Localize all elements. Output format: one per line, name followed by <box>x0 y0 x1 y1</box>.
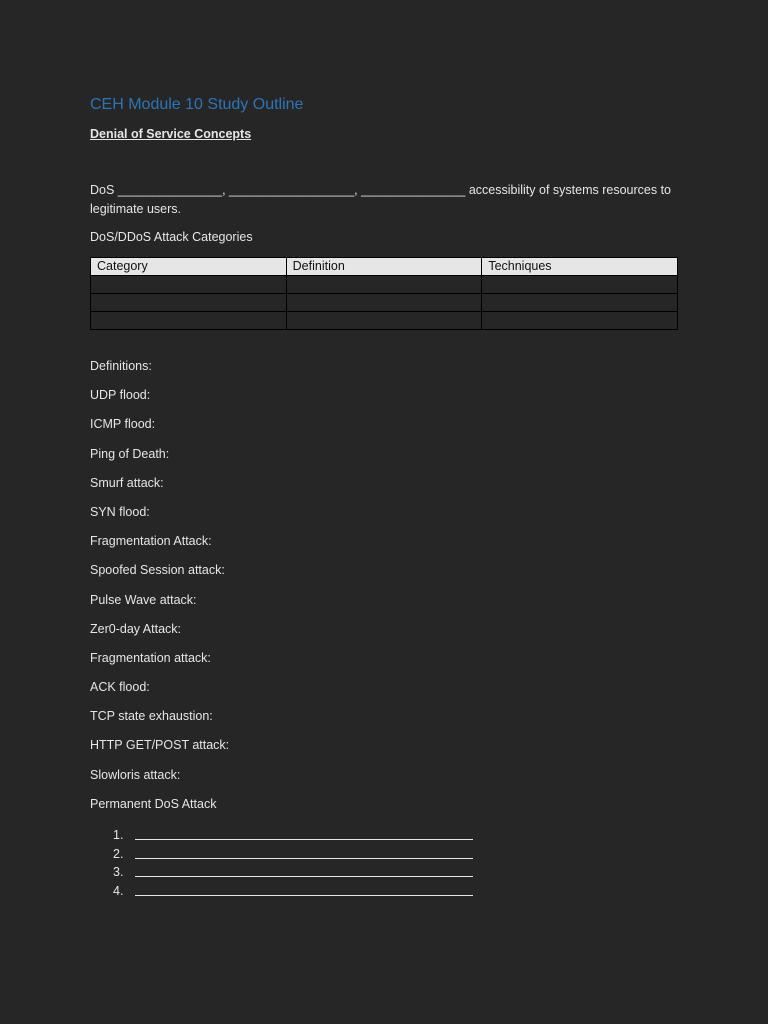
table-row <box>91 294 678 312</box>
blank-line[interactable] <box>135 845 473 859</box>
table-row <box>91 312 678 330</box>
table-cell[interactable] <box>482 312 678 330</box>
table-header-category: Category <box>91 258 287 276</box>
list-number: 4. <box>113 884 124 899</box>
table-row <box>91 276 678 294</box>
definitions-section <box>90 357 678 824</box>
term-ping-of-death: Ping of Death: <box>90 446 170 461</box>
term-zero-day-attack: Zer0-day Attack: <box>90 621 182 636</box>
dos-definition-paragraph: DoS _______________, __________________, _______________ accessibility of systems resources to legitimate users. <box>90 183 671 216</box>
numbered-blank-list <box>90 826 678 901</box>
term-ack-flood: ACK flood: <box>90 680 150 695</box>
table-cell[interactable] <box>91 294 287 312</box>
blank-line[interactable] <box>135 826 473 840</box>
list-item <box>90 826 678 845</box>
table-cell[interactable] <box>91 312 287 330</box>
term-udp-flood: UDP flood: <box>90 388 151 403</box>
list-item <box>90 845 678 864</box>
term-permanent-dos-attack: Permanent DoS Attack <box>90 796 217 811</box>
document-title: CEH Module 10 Study Outline <box>90 96 304 113</box>
list-number: 1. <box>113 828 124 842</box>
term-icmp-flood: ICMP flood: <box>90 417 156 432</box>
list-item <box>90 882 678 901</box>
section-heading: Denial of Service Concepts <box>90 127 252 141</box>
list-item <box>90 863 678 882</box>
term-slowloris-attack: Slowloris attack: <box>90 767 181 782</box>
definitions-label: Definitions: <box>90 359 152 373</box>
table-cell[interactable] <box>286 294 482 312</box>
term-pulse-wave-attack: Pulse Wave attack: <box>90 592 197 607</box>
term-http-get-post-attack: HTTP GET/POST attack: <box>90 738 230 753</box>
term-fragmentation-attack-2: Fragmentation attack: <box>90 650 211 665</box>
table-header-techniques: Techniques <box>482 258 678 276</box>
table-header-row <box>91 258 678 276</box>
term-syn-flood: SYN flood: <box>90 504 150 519</box>
blank-line[interactable] <box>135 882 473 896</box>
term-spoofed-session-attack: Spoofed Session attack: <box>90 563 225 578</box>
categories-label: DoS/DDoS Attack Categories <box>90 230 253 244</box>
table-cell[interactable] <box>482 276 678 294</box>
term-smurf-attack: Smurf attack: <box>90 475 164 490</box>
list-number: 2. <box>113 846 124 861</box>
table-cell[interactable] <box>286 312 482 330</box>
table-cell[interactable] <box>91 276 287 294</box>
table-cell[interactable] <box>286 276 482 294</box>
table-cell[interactable] <box>482 294 678 312</box>
term-fragmentation-attack: Fragmentation Attack: <box>90 534 212 549</box>
document-page <box>90 94 678 901</box>
blank-line[interactable] <box>135 863 473 877</box>
term-tcp-state-exhaustion: TCP state exhaustion: <box>90 709 213 724</box>
list-number: 3. <box>113 865 124 880</box>
categories-table <box>90 257 678 330</box>
table-header-definition: Definition <box>286 258 482 276</box>
